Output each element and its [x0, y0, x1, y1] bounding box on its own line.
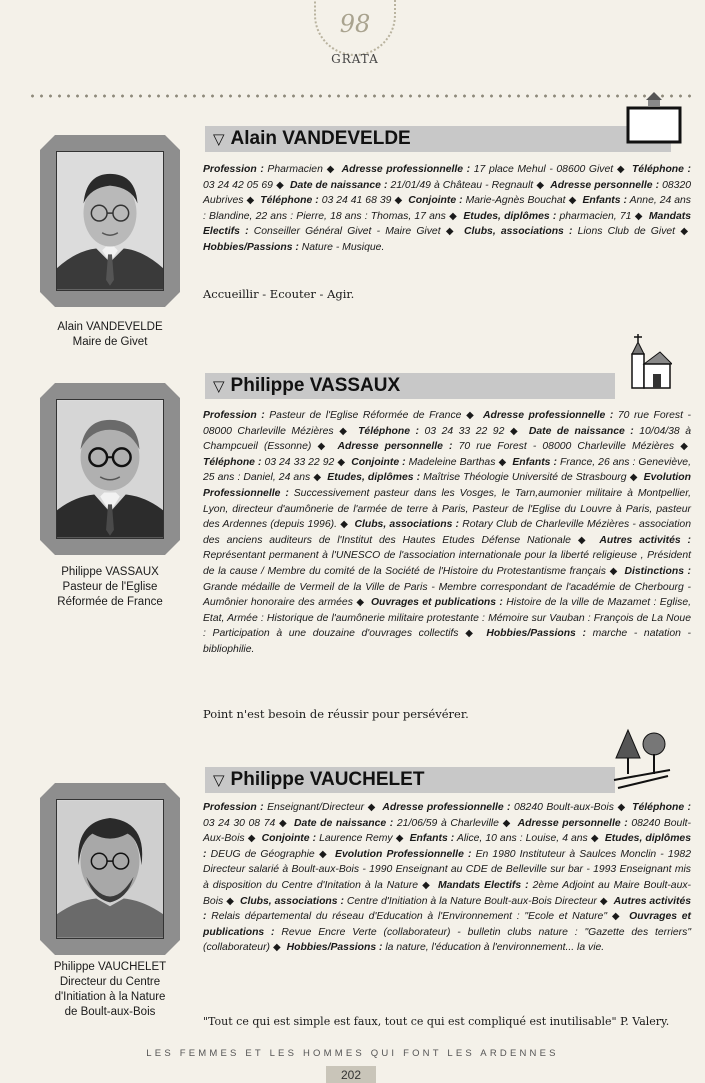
photo-frame — [40, 383, 180, 555]
bio-field: Adresse professionnelle : 17 place Mehul - 08600 Givet — [341, 164, 614, 175]
building-icon — [624, 90, 684, 146]
caption-title: Réformée de France — [57, 596, 163, 608]
page-number: 202 — [326, 1066, 376, 1083]
bio-field: Hobbies/Passions : la nature, l'éducation à l'environnement... la vie. — [286, 942, 605, 954]
bio-field: Conjointe : Madeleine Barthas — [351, 456, 496, 468]
bio-field: Téléphone : 03 24 30 08 74 — [203, 802, 692, 829]
triangle-down-icon: ▽ — [213, 130, 225, 148]
name-heading — [205, 126, 671, 152]
bio-field: Date de naissance : 10/04/38 à Champcueil (Essonne) — [203, 425, 691, 453]
dotted-divider — [28, 93, 697, 99]
caption-title: d'Initiation à la Nature — [54, 991, 166, 1003]
bio-field: Profession : Enseignant/Directeur — [203, 802, 365, 813]
biography-text: Profession : Pasteur de l'Eglise Réformée de France ◆ Adresse professionnelle : 70 rue Forest - 08000 Charleville Mézières ◆ Téléphone : 03 24 33 22 92 ◆ Date de naissance : 10/04/38 à Champcueil (Essonne) ◆ Adresse personnelle : 70 rue Forest - 08000 Charleville Mézières ◆ Téléphone : 03 24 33 22 92 ◆ Conjointe : Madeleine Barthas ◆ Enfants : France, 26 ans : Geneviève, 25 ans : Daniel, 24 ans ◆ Etudes, diplômes : Maîtrise Théologie Université de Strasbourg ◆ Evolution Professionnelle : Successivement pasteur dans les Vosges, le Tarn,aumonier militaire à Montpellier, Lyon, directeur d'aumônerie de l'armée de terre à Paris, Pasteur de l'Eglise du Louvre à Paris, pasteur des Ardennes (depuis 1996). ◆ Clubs, associations : Rotary Club de Charleville Mézières - association des anciens auditeurs de l'Institut des Hautes Etudes Défense Nationale ◆ Autres activités : Représentant permanent à l'UNESCO de l'association internationale pour la liberté religieuse , Président de la cause / Membre du comité de la Société de l'Histoire du Protestantisme français ◆ Distinctions : Grande médaille de Vermeil de la Ville de Paris - Membre correspondant de l'académie de Cherbourg - Aumônier honoraire des armées ◆ Ouvrages et publications : Histoire de la ville de Mazamet : Eglise, Etat, Armée : Historique de l'aumônerie militaire protestante : Mémoire sur Vauban : François de La Noue : Participation à une douzaine d'ouvrages collectifs ◆ Hobbies/Passions : marche - natation - bibliophilie. — [203, 410, 692, 655]
bio-field: Profession : Pharmacien — [203, 164, 323, 175]
name-heading — [205, 373, 615, 399]
bio-field: Hobbies/Passions : Nature - Musique. — [203, 241, 385, 253]
portrait-caption — [28, 320, 192, 350]
person-name: Philippe VAUCHELET — [230, 769, 425, 790]
bio-field: Adresse personnelle : 08320 Aubrives — [203, 179, 692, 207]
bio-field: Enfants : France, 26 ans : Geneviève, 25 ans : Daniel, 24 ans — [203, 456, 691, 484]
bio-field: Evolution Professionnelle : En 1980 Instituteur à Saulces Monclin - 1982 Directeur salarié à Boult-aux-Bois - 1990 Enseignant au CDE de Belleville sur bar - 1993 Enseignant mis à disposition du Centre d'Initation à la Nature — [203, 848, 691, 891]
triangle-down-icon: ▽ — [213, 771, 225, 789]
bio-field: Autres activités : Relais départemental du réseau d'Education à l'Environnement : "Ecole et Nature" — [203, 895, 692, 923]
bio-field: Mandats Electifs : Conseiller Général Givet - Maire Givet — [203, 210, 692, 238]
caption-title: Maire de Givet — [72, 336, 148, 348]
bio-field: Mandats Electifs : 2ème Adjoint au Maire Boult-aux-Bois — [203, 879, 692, 907]
footer-text: LES FEMMES ET LES HOMMES QUI FONT LES ARDENNES — [146, 1048, 559, 1059]
bio-field: Clubs, associations : Centre d'Initiation à la Nature Boult-aux-Bois Directeur — [239, 895, 597, 907]
header-brand: GRATA — [331, 52, 379, 66]
bio-field: Clubs, associations : Rotary Club de Charleville Mézières - association des anciens auditeurs de l'Institut des Hautes Etudes Défense Nationale — [203, 519, 691, 546]
caption-name: Philippe VAUCHELET — [53, 961, 167, 973]
bio-field: Conjointe : Laurence Remy — [261, 833, 393, 845]
bio-field: Evolution Professionnelle : Successivement pasteur dans les Vosges, le Tarn,aumonier militaire à Montpellier, Lyon, directeur d'aumônerie de l'armée de terre à Paris, Pasteur de l'Eglise du Louvre à Paris, pasteur des Ardennes (depuis 1996). — [203, 472, 692, 531]
triangle-down-icon: ▽ — [213, 377, 225, 395]
motto: Point n'est besoin de réussir pour persévérer. — [203, 707, 469, 721]
caption-name: Philippe VASSAUX — [61, 566, 159, 578]
bio-field: Téléphone : 03 24 42 05 69 — [203, 164, 691, 191]
biography-text: Profession : Pharmacien ◆ Adresse professionnelle : 17 place Mehul - 08600 Givet ◆ Téléphone : 03 24 42 05 69 ◆ Date de naissance : 21/01/49 à Château - Regnault ◆ Adresse personnelle : 08320 Aubrives ◆ Téléphone : 03 24 41 68 39 ◆ Conjointe : Marie-Agnès Bouchat ◆ Enfants : Anne, 24 ans : Blandine, 22 ans : Pierre, 18 ans : Thomas, 17 ans ◆ Etudes, diplômes : pharmacien, 71 ◆ Mandats Electifs : Conseiller Général Givet - Maire Givet ◆ Clubs, associations : Lions Club de Givet ◆ Hobbies/Passions : Nature - Musique. — [203, 164, 692, 253]
bio-field: Distinctions : Grande médaille de Vermeil de la Ville de Paris - Membre correspondant de l'académie de Cherbourg - Aumônier honoraire des armées — [203, 565, 691, 609]
bio-field: Etudes, diplômes : Maîtrise Théologie Université de Strasbourg — [327, 472, 627, 484]
bio-field: Enfants : Anne, 24 ans : Blandine, 22 ans : Pierre, 18 ans : Thomas, 17 ans — [203, 195, 691, 222]
photo-frame — [40, 783, 180, 955]
bio-field: Adresse personnelle : 70 rue Forest - 08000 Charleville Mézières — [337, 441, 675, 453]
motto: Accueillir - Ecouter - Agir. — [203, 287, 355, 301]
bio-field: Hobbies/Passions : marche - natation - bibliophilie. — [203, 628, 691, 655]
bio-field: Etudes, diplômes : pharmacien, 71 — [463, 210, 632, 222]
person-name: Philippe VASSAUX — [230, 375, 401, 396]
portrait-caption — [28, 960, 192, 1020]
photo-frame — [40, 135, 180, 307]
caption-title: de Boult-aux-Bois — [64, 1006, 156, 1018]
name-heading — [205, 767, 615, 793]
portrait-photo — [56, 399, 164, 539]
bio-field: Adresse professionnelle : 70 rue Forest - 08000 Charleville Mézières — [203, 410, 691, 437]
caption-title: Directeur du Centre — [59, 976, 161, 988]
portrait-photo — [56, 799, 164, 939]
bio-field: Date de naissance : 21/01/49 à Château - Regnault — [289, 179, 534, 191]
bio-field: Etudes, diplômes : DEUG de Géographie — [203, 833, 691, 860]
caption-title: Pasteur de l'Eglise — [62, 581, 158, 593]
bio-field: Téléphone : 03 24 33 22 92 — [203, 456, 335, 468]
nature-icon — [612, 728, 672, 790]
header-ornament — [300, 0, 410, 70]
bio-field: Adresse professionnelle : 08240 Boult-aux-Bois — [382, 802, 614, 813]
bio-field: Autres activités : Représentant permanent à l'UNESCO de l'association internationale pour la liberté religieuse , Président de la cause / Membre du comité de la Société de l'Histoire du Protestantisme français — [203, 534, 691, 577]
bio-field: Adresse personnelle : 08240 Boult-Aux-Bois — [203, 817, 691, 845]
bio-field: Clubs, associations : Lions Club de Givet — [463, 226, 676, 238]
bio-field: Téléphone : 03 24 33 22 92 — [358, 425, 505, 437]
biography-text: Profession : Enseignant/Directeur ◆ Adresse professionnelle : 08240 Boult-aux-Bois ◆ Téléphone : 03 24 30 08 74 ◆ Date de naissance : 21/06/59 à Charleville ◆ Adresse personnelle : 08240 Boult-Aux-Bois ◆ Conjointe : Laurence Remy ◆ Enfants : Alice, 10 ans : Louise, 4 ans ◆ Etudes, diplômes : DEUG de Géographie ◆ Evolution Professionnelle : En 1980 Instituteur à Saulces Monclin - 1982 Directeur salarié à Boult-aux-Bois - 1990 Enseignant au CDE de Belleville sur bar - 1993 Enseignant mis à disposition du Centre d'Initation à la Nature ◆ Mandats Electifs : 2ème Adjoint au Maire Boult-aux-Bois ◆ Clubs, associations : Centre d'Initiation à la Nature Boult-aux-Bois Directeur ◆ Autres activités : Relais départemental du réseau d'Education à l'Environnement : "Ecole et Nature" ◆ Ouvrages et publications : Revue Encre Verte (collaborateur) - bulletin clubs nature : "Gazette des terriers" (collaborateur) ◆ Hobbies/Passions : la nature, l'éducation à l'environnement... la vie. — [203, 802, 692, 954]
header-number: 98 — [339, 10, 371, 38]
bio-field: Ouvrages et publications : Revue Encre Verte (collaborateur) - bulletin clubs nature : "Gazette des terriers" (collaborateur) — [203, 911, 692, 954]
bio-field: Date de naissance : 21/06/59 à Charleville — [294, 817, 499, 829]
church-icon — [622, 332, 672, 390]
bio-field: Ouvrages et publications : Histoire de la ville de Mazamet : Eglise, Etat, Armée : Historique de l'aumônerie militaire protestante : Mémoire sur Vauban : François de La Noue : Participation à une douzaine d'ouvrages collectifs — [203, 597, 691, 640]
bio-field: Téléphone : 03 24 41 68 39 — [260, 195, 392, 207]
bio-field: Profession : Pasteur de l'Eglise Réformée de France — [203, 410, 462, 421]
portrait-photo — [56, 151, 164, 291]
portrait-caption — [28, 565, 192, 610]
caption-name: Alain VANDEVELDE — [57, 321, 163, 333]
bio-field: Enfants : Alice, 10 ans : Louise, 4 ans — [409, 833, 588, 845]
bio-field: Conjointe : Marie-Agnès Bouchat — [408, 195, 566, 207]
person-name: Alain VANDEVELDE — [230, 128, 411, 149]
motto: "Tout ce qui est simple est faux, tout ce qui est compliqué est inutilisable" P. Valery. — [203, 1015, 670, 1028]
